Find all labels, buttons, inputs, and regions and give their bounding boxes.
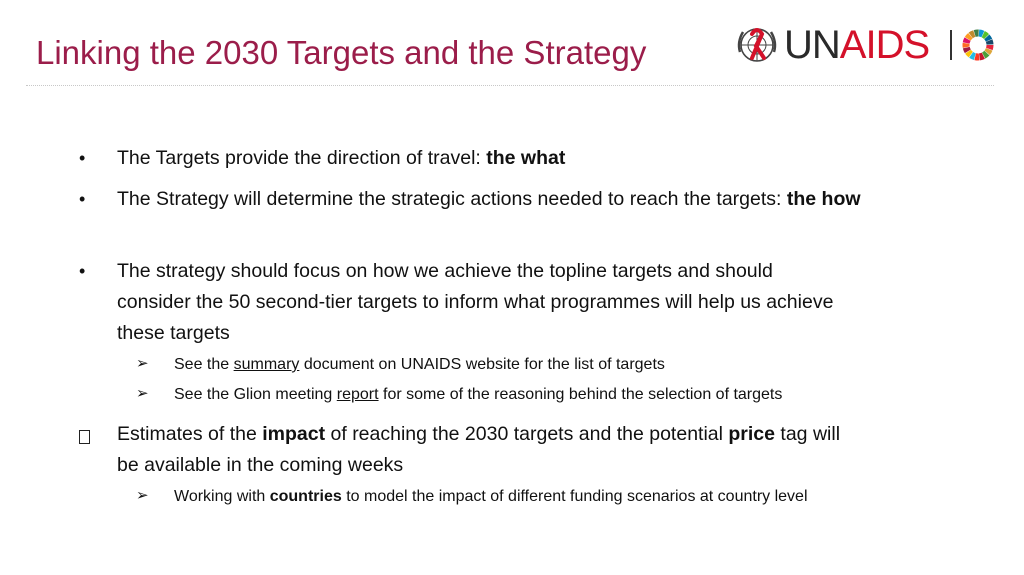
sub-text: See the — [174, 356, 234, 373]
bullet-emphasis: impact — [262, 423, 326, 445]
bullet-text: tag will be available in the coming weeks — [117, 423, 841, 476]
logo-aids: AIDS — [839, 23, 930, 67]
sub-text: See the Glion meeting — [174, 386, 337, 403]
sub-text: document on UNAIDS website for the list of targets — [299, 356, 665, 373]
bullet-strategy — [79, 184, 862, 215]
unaids-logo — [734, 22, 996, 68]
sub-text: Working with — [174, 488, 270, 505]
title-divider — [26, 85, 994, 86]
sub-emphasis: countries — [269, 488, 342, 505]
bullet-text: The strategy should focus on how we achieve the topline targets and should consider the 50 second-tier targets to inform what programmes will help us achieve these targets — [117, 260, 834, 344]
empty-box-icon — [79, 423, 99, 454]
logo-wordmark — [784, 23, 929, 67]
bullet-text: of reaching the 2030 targets and the potential — [325, 423, 729, 445]
sdg-wheel-icon — [960, 27, 996, 63]
sub-bullet-countries — [136, 486, 808, 508]
bullet-text: Estimates of the — [117, 423, 263, 445]
bullet-dot-icon: • — [79, 261, 86, 281]
sub-text: to model the impact of different funding scenarios at country level — [341, 488, 808, 505]
bullet-emphasis: the what — [486, 147, 566, 169]
bullet-emphasis: price — [728, 423, 775, 445]
bullet-text: The Targets provide the direction of travel: — [117, 147, 487, 169]
slide-title: Linking the 2030 Targets and the Strategy — [36, 34, 647, 71]
sub-text: for some of the reasoning behind the selection of targets — [378, 386, 783, 403]
arrowhead-icon: ➢ — [136, 355, 149, 372]
sub-bullet-report — [136, 384, 783, 406]
report-link[interactable]: report — [336, 386, 379, 403]
arrowhead-icon: ➢ — [136, 487, 149, 504]
arrowhead-icon: ➢ — [136, 385, 149, 402]
bullet-estimates — [117, 419, 857, 481]
bullet-text: The Strategy will determine the strategic actions needed to reach the targets: — [117, 188, 787, 210]
bullet-dot-icon: • — [79, 189, 86, 209]
un-emblem-icon — [734, 22, 780, 68]
logo-un: UN — [784, 23, 840, 67]
bullet-emphasis: the how — [786, 188, 861, 210]
logo-separator — [950, 30, 952, 60]
sub-bullet-summary — [136, 354, 665, 376]
summary-link[interactable]: summary — [233, 356, 300, 373]
bullet-focus — [79, 256, 842, 349]
bullet-dot-icon: • — [79, 148, 86, 168]
bullet-targets — [79, 143, 857, 174]
